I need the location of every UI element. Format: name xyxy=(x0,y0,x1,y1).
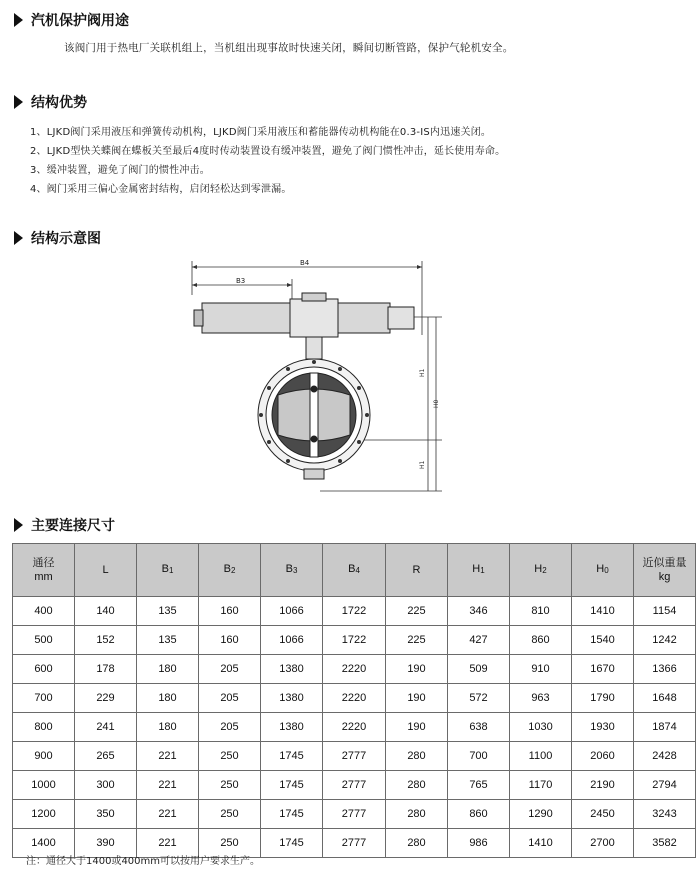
table-cell: 1745 xyxy=(261,742,323,771)
advantage-item-3: 3、缓冲装置，避免了阀门的惯性冲击。 xyxy=(30,165,210,176)
table-cell: 135 xyxy=(137,597,199,626)
table-cell: 300 xyxy=(75,771,137,800)
table-cell: 180 xyxy=(137,684,199,713)
table-cell: 1170 xyxy=(510,771,572,800)
table-cell: 221 xyxy=(137,771,199,800)
table-cell: 280 xyxy=(386,829,448,858)
table-cell: 1790 xyxy=(572,684,634,713)
table-cell: 160 xyxy=(199,597,261,626)
header-b3: $B_3$ xyxy=(261,544,323,597)
section-usage-heading xyxy=(14,10,129,30)
table-cell: 1648 xyxy=(634,684,696,713)
table-cell: 1722 xyxy=(323,626,386,655)
table-cell: 178 xyxy=(75,655,137,684)
table-cell: 500 xyxy=(13,626,75,655)
table-cell: 1000 xyxy=(13,771,75,800)
table-cell: 250 xyxy=(199,771,261,800)
arrowhead xyxy=(192,283,197,287)
table-row xyxy=(13,742,696,771)
table-cell: 1400 xyxy=(13,829,75,858)
table-cell: 225 xyxy=(386,597,448,626)
arrowhead xyxy=(417,265,422,269)
header-r: R xyxy=(386,544,448,597)
table-cell: 1380 xyxy=(261,655,323,684)
valve-stem-neck xyxy=(306,337,322,359)
table-cell: 900 xyxy=(13,742,75,771)
table-cell: 3582 xyxy=(634,829,696,858)
table-cell: 221 xyxy=(137,800,199,829)
table-cell: 225 xyxy=(386,626,448,655)
label-h0: H0 xyxy=(433,399,440,408)
table-cell: 2220 xyxy=(323,655,386,684)
table-cell: 280 xyxy=(386,800,448,829)
gearbox-housing xyxy=(290,299,338,337)
table-cell: 1745 xyxy=(261,800,323,829)
table-cell: 400 xyxy=(13,597,75,626)
advantage-item-2: 2、LJKD型快关蝶阀在蝶板关至最后4度时传动装置设有缓冲装置，避免了阀门惯性冲击，延长使用寿命。 xyxy=(30,146,506,157)
table-cell: 221 xyxy=(137,742,199,771)
table-cell: 1030 xyxy=(510,713,572,742)
table-row xyxy=(13,684,696,713)
table-cell: 1380 xyxy=(261,713,323,742)
label-h1: H1 xyxy=(419,368,426,377)
table-cell: 1380 xyxy=(261,684,323,713)
table-cell: 205 xyxy=(199,684,261,713)
table-cell: 250 xyxy=(199,742,261,771)
table-cell: 700 xyxy=(448,742,510,771)
table-cell: 205 xyxy=(199,713,261,742)
table-cell: 2777 xyxy=(323,800,386,829)
arrowhead xyxy=(192,265,197,269)
table-cell: 250 xyxy=(199,829,261,858)
valve-bottom-cap xyxy=(304,469,324,479)
hydraulic-valve-block xyxy=(388,307,414,329)
header-b2: $B_2$ xyxy=(199,544,261,597)
label-b3: B3 xyxy=(236,277,246,285)
table-cell: 160 xyxy=(199,626,261,655)
table-cell: 572 xyxy=(448,684,510,713)
table-cell: 1670 xyxy=(572,655,634,684)
table-cell: 2450 xyxy=(572,800,634,829)
table-cell: 910 xyxy=(510,655,572,684)
table-cell: 810 xyxy=(510,597,572,626)
label-h1-lower: H1 xyxy=(419,460,426,469)
table-cell: 2060 xyxy=(572,742,634,771)
table-cell: 1874 xyxy=(634,713,696,742)
table-cell: 140 xyxy=(75,597,137,626)
table-cell: 1410 xyxy=(510,829,572,858)
table-cell: 2794 xyxy=(634,771,696,800)
table-cell: 860 xyxy=(510,626,572,655)
table-cell: 180 xyxy=(137,655,199,684)
table-cell: 1745 xyxy=(261,771,323,800)
triangle-bullet-icon xyxy=(14,231,23,245)
table-cell: 205 xyxy=(199,655,261,684)
triangle-bullet-icon xyxy=(14,95,23,109)
table-header-row xyxy=(13,544,696,597)
table-cell: 190 xyxy=(386,713,448,742)
table-cell: 509 xyxy=(448,655,510,684)
table-cell: 600 xyxy=(13,655,75,684)
section-dimensions-title: 主要连接尺寸 xyxy=(31,518,115,534)
section-usage-title: 汽机保护阀用途 xyxy=(31,13,129,29)
table-cell: 1930 xyxy=(572,713,634,742)
table-cell: 190 xyxy=(386,655,448,684)
table-cell: 638 xyxy=(448,713,510,742)
actuator-cylinder-right xyxy=(330,303,390,333)
header-b4: $B_4$ xyxy=(323,544,386,597)
advantage-item-4: 4、阀门采用三偏心金属密封结构，启闭轻松达到零泄漏。 xyxy=(30,184,292,195)
section-advantages-heading xyxy=(14,92,87,112)
usage-description: 该阀门用于热电厂关联机组上，当机组出现事故时快速关闭，瞬间切断管路，保护气轮机安全。 xyxy=(64,42,514,54)
header-h2: $H_2$ xyxy=(510,544,572,597)
shaft-pin-top xyxy=(311,386,317,392)
table-cell: 427 xyxy=(448,626,510,655)
cylinder-end-cap xyxy=(194,310,203,326)
table-cell: 390 xyxy=(75,829,137,858)
table-cell: 350 xyxy=(75,800,137,829)
table-cell: 265 xyxy=(75,742,137,771)
table-cell: 860 xyxy=(448,800,510,829)
table-cell: 1290 xyxy=(510,800,572,829)
header-h0: $H_0$ xyxy=(572,544,634,597)
table-row xyxy=(13,626,696,655)
header-b1: $B_1$ xyxy=(137,544,199,597)
table-row xyxy=(13,800,696,829)
table-cell: 800 xyxy=(13,713,75,742)
table-cell: 280 xyxy=(386,771,448,800)
table-cell: 2190 xyxy=(572,771,634,800)
table-cell: 1100 xyxy=(510,742,572,771)
table-footnote: 注：通径大于1400或400mm可以按用户要求生产。 xyxy=(26,856,261,867)
triangle-bullet-icon xyxy=(14,518,23,532)
table-cell: 1066 xyxy=(261,626,323,655)
table-cell: 963 xyxy=(510,684,572,713)
table-cell: 2220 xyxy=(323,684,386,713)
table-cell: 2428 xyxy=(634,742,696,771)
table-cell: 2777 xyxy=(323,742,386,771)
valve-structure-diagram xyxy=(180,255,460,505)
triangle-bullet-icon xyxy=(14,13,23,27)
table-cell: 180 xyxy=(137,713,199,742)
table-cell: 765 xyxy=(448,771,510,800)
table-cell: 1154 xyxy=(634,597,696,626)
table-cell: 3243 xyxy=(634,800,696,829)
table-cell: 221 xyxy=(137,829,199,858)
table-cell: 2777 xyxy=(323,771,386,800)
table-cell: 1540 xyxy=(572,626,634,655)
advantage-item-1: 1、LJKD阀门采用液压和弹簧传动机构，LJKD阀门采用液压和蓄能器传动机构能在0.3-IS内迅速关闭。 xyxy=(30,127,492,138)
table-row xyxy=(13,771,696,800)
table-cell: 250 xyxy=(199,800,261,829)
table-cell: 280 xyxy=(386,742,448,771)
dimensions-table xyxy=(12,543,696,858)
table-cell: 1066 xyxy=(261,597,323,626)
shaft-pin-bottom xyxy=(311,436,317,442)
table-cell: 241 xyxy=(75,713,137,742)
table-cell: 152 xyxy=(75,626,137,655)
label-b4: B4 xyxy=(300,259,310,267)
table-cell: 1200 xyxy=(13,800,75,829)
section-dimensions-heading xyxy=(14,515,115,535)
table-cell: 2220 xyxy=(323,713,386,742)
table-cell: 986 xyxy=(448,829,510,858)
table-cell: 229 xyxy=(75,684,137,713)
table-cell: 700 xyxy=(13,684,75,713)
header-l: L xyxy=(75,544,137,597)
table-cell: 1242 xyxy=(634,626,696,655)
section-diagram-heading xyxy=(14,228,101,248)
table-row xyxy=(13,713,696,742)
table-cell: 346 xyxy=(448,597,510,626)
table-cell: 135 xyxy=(137,626,199,655)
position-indicator xyxy=(302,293,326,301)
table-cell: 2777 xyxy=(323,829,386,858)
table-cell: 1722 xyxy=(323,597,386,626)
header-weight: 近似重量 kg xyxy=(634,544,696,597)
table-cell: 2700 xyxy=(572,829,634,858)
section-advantages-title: 结构优势 xyxy=(31,95,87,111)
arrowhead xyxy=(287,283,292,287)
header-dn: 通径 mm xyxy=(13,544,75,597)
table-row xyxy=(13,655,696,684)
header-h1: $H_1$ xyxy=(448,544,510,597)
table-cell: 1745 xyxy=(261,829,323,858)
table-cell: 1366 xyxy=(634,655,696,684)
table-cell: 1410 xyxy=(572,597,634,626)
section-diagram-title: 结构示意图 xyxy=(31,231,101,247)
table-row xyxy=(13,597,696,626)
table-cell: 190 xyxy=(386,684,448,713)
